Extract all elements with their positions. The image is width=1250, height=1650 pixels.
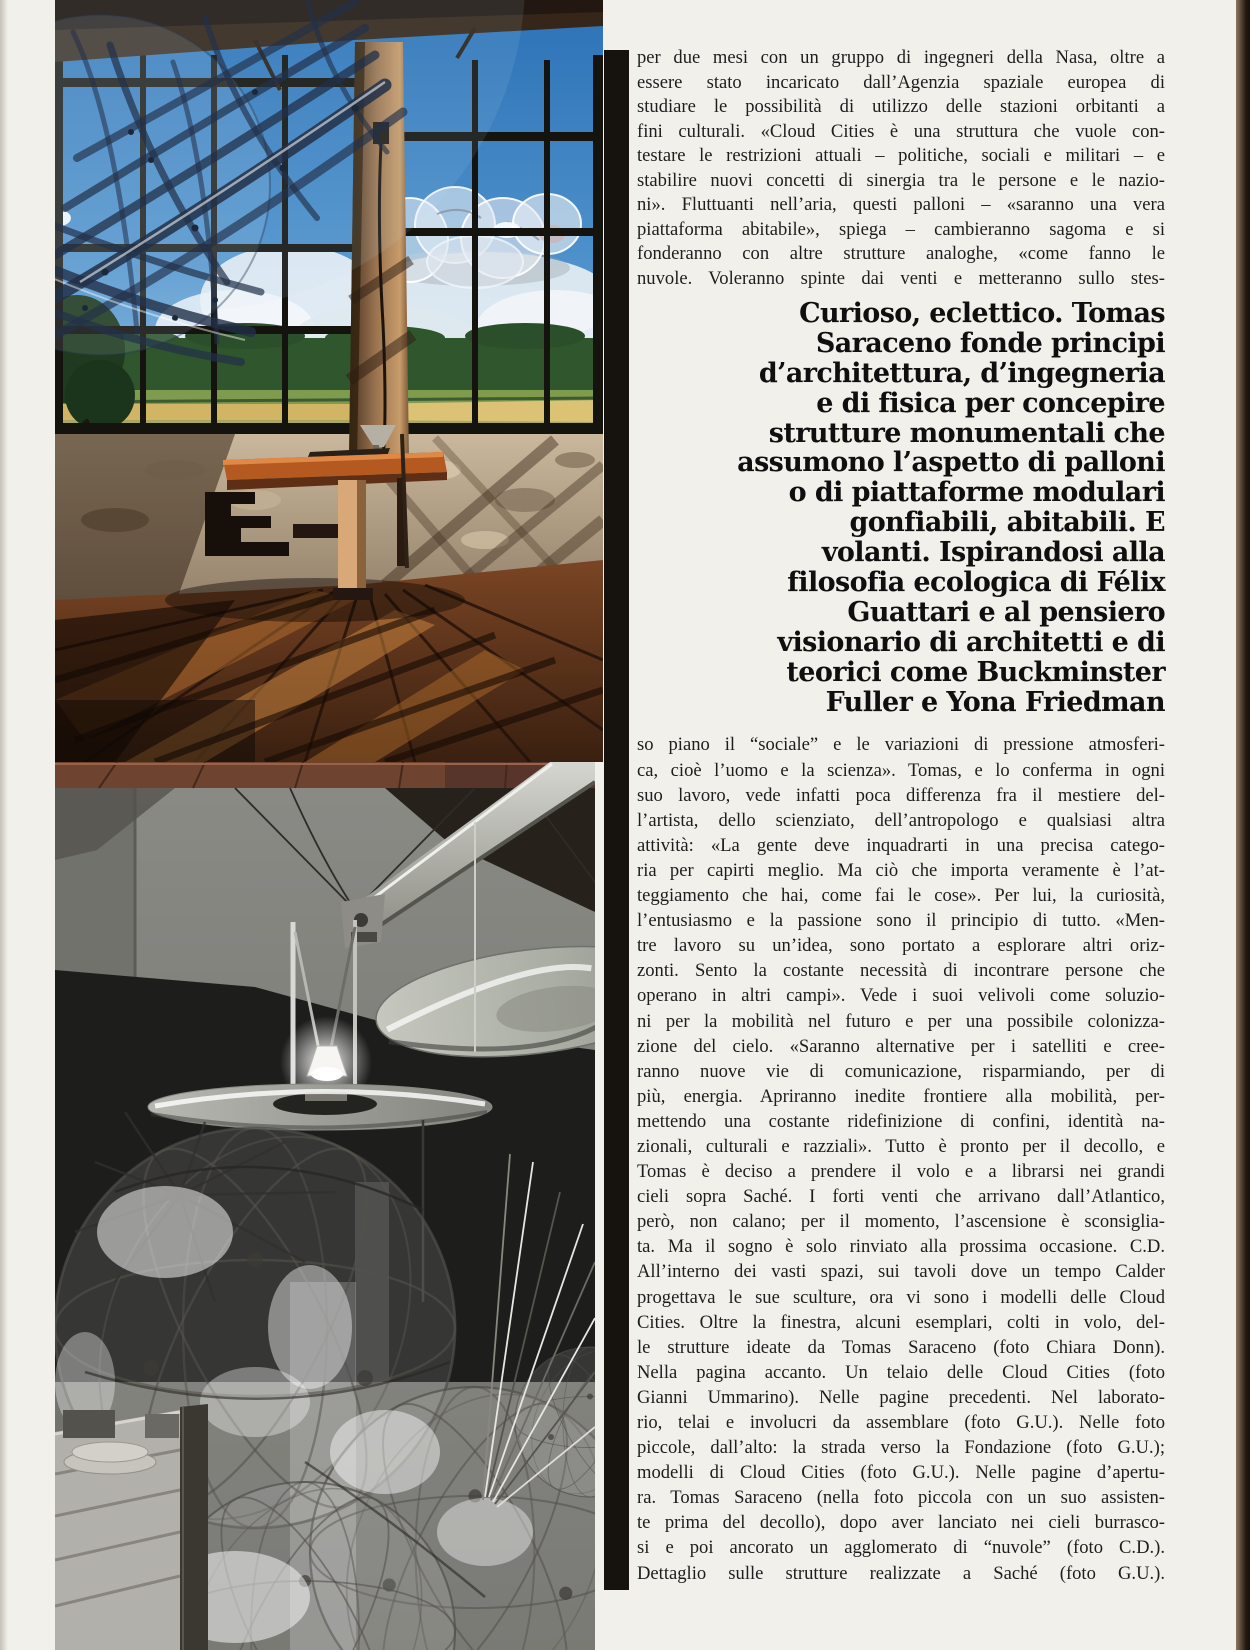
- text-line: operano in altri campi». Vede i suoi velivoli come soluzio-: [637, 985, 1165, 1007]
- spheres-lamp-photo-art: [55, 762, 595, 1650]
- page-right-scan-edge: [1236, 0, 1250, 1650]
- text-line: mettendo una costante ridefinizione di confini, identità na-: [637, 1110, 1165, 1132]
- text-line: testare le restrizioni attuali – politiche, sociali e militari – e: [637, 145, 1165, 166]
- text-line: teorici come Buckminster: [786, 656, 1165, 688]
- text-line: per due mesi con un gruppo di ingegneri della Nasa, oltre a: [637, 47, 1165, 68]
- text-line: Saraceno fonde principi: [815, 327, 1165, 359]
- text-line: zione del cielo. «Saranno alternative per i satelliti e cree-: [637, 1035, 1165, 1057]
- studio-window-photo: [55, 0, 603, 762]
- text-line: l’entusiasmo e la passione sono il principio di tutto. «Men-: [637, 910, 1165, 932]
- text-line: ca, cioè l’uomo e la scienza». Tomas, e lo conferma in ogni: [637, 759, 1165, 781]
- article-headline: [637, 299, 1165, 717]
- text-line: piattaforma abitabile», spiega – cambieranno sagoma e si: [637, 218, 1165, 240]
- wood-bench: [55, 1404, 208, 1650]
- page-left-scan-edge: [0, 0, 8, 1650]
- text-line: te prima del decollo), dopo aver lanciato nei cieli burrasco-: [637, 1512, 1165, 1534]
- text-line: Dettaglio sulle strutture realizzate a Saché (foto G.U.).: [637, 1562, 1165, 1584]
- text-line: All’interno dei vasti spazi, sui tavoli dove un tempo Calder: [637, 1261, 1165, 1283]
- text-line: fini culturali. «Cloud Cities è una struttura che vuole con-: [637, 120, 1165, 142]
- text-line: studiare le possibilità di utilizzo delle stazioni orbitanti a: [637, 96, 1165, 117]
- text-line: cieli sopra Saché. I forti venti che arrivano dall’Atlantico,: [637, 1186, 1165, 1208]
- text-line: Curioso, eclettico. Tomas: [799, 298, 1165, 329]
- text-line: visionario di architetti e di: [777, 626, 1165, 658]
- article-body: [637, 732, 1165, 1585]
- text-line: attività: «La gente deve inquadrarti in una precisa catego-: [637, 834, 1165, 856]
- text-line: Nella pagina accanto. Un telaio delle Cloud Cities (foto: [637, 1361, 1165, 1383]
- text-line: gonfiabili, abitabili. E: [849, 507, 1165, 539]
- studio-window-photo-art: [55, 0, 603, 762]
- text-line: volanti. Ispirandosi alla: [821, 537, 1165, 569]
- text-line: e di fisica per concepire: [816, 387, 1165, 419]
- text-line: zonti. Sento la costante necessità di incontrare persone che: [637, 960, 1165, 982]
- column-rule: [604, 50, 629, 1590]
- metal-disc: [148, 1084, 492, 1130]
- text-line: le strutture ideate da Tomas Saraceno (foto Chiara Donn).: [637, 1336, 1165, 1358]
- text-line: stabilire nuovi concetti di sinergia tra le persone e le nazio-: [637, 169, 1165, 191]
- text-line: ta. Ma il sogno è solo rinviato alla prossima occasione. C.D.: [637, 1236, 1165, 1258]
- text-line: ra. Tomas Saraceno (nella foto piccola con un suo assisten-: [637, 1487, 1165, 1509]
- text-line: essere stato incaricato dall’Agenzia spaziale europea di: [637, 71, 1165, 93]
- article-intro: [637, 46, 1165, 291]
- text-line: d’architettura, d’ingegneria: [758, 357, 1165, 389]
- text-line: Guattari e al pensiero: [847, 596, 1165, 628]
- text-line: ni per la mobilità nel futuro e per una possibile colonizza-: [637, 1010, 1165, 1032]
- text-line: piccole, dall’alto: la strada verso la Fondazione (foto G.U.);: [637, 1437, 1165, 1459]
- text-line: rio, telai e involucri da assemblare (foto G.U.). Nelle foto: [637, 1412, 1165, 1433]
- text-line: Fuller e Yona Friedman: [825, 686, 1165, 718]
- text-line: filosofia ecologica di Félix: [787, 567, 1165, 599]
- text-line: o di piattaforme modulari: [788, 477, 1165, 509]
- text-line: strutture monumentali che: [768, 417, 1165, 449]
- text-line: però, non calano; per il momento, l’ascensione è sconsiglia-: [637, 1211, 1165, 1233]
- text-line: Gianni Ummarino). Nelle pagine precedenti. Nel laborato-: [637, 1386, 1165, 1408]
- text-line: ni». Fluttuanti nell’aria, questi palloni – «saranno una vera: [637, 194, 1165, 215]
- text-line: si e poi ancorato un agglomerato di “nuvole” (foto C.D.).: [637, 1537, 1165, 1559]
- text-line: fonderanno con altre strutture analoghe, «come fanno le: [637, 243, 1165, 264]
- text-line: modelli di Cloud Cities (foto G.U.). Nelle pagine d’apertu-: [637, 1462, 1165, 1484]
- text-line: tre lavoro su un’idea, sono portato a esplorare altri oriz-: [637, 935, 1165, 957]
- spheres-lamp-photo: [55, 762, 595, 1650]
- text-line: ranno nuove vie di comunicazione, risparmiando, per di: [637, 1060, 1165, 1082]
- text-line: zionali, culturali e razziali». Tutto è pronto per il decollo, e: [637, 1135, 1165, 1157]
- text-line: Tomas è deciso a prendere il volo e a librarsi nei grandi: [637, 1161, 1165, 1183]
- article-column: [637, 46, 1165, 1586]
- text-line: nuvole. Voleranno spinte dai venti e metteranno sullo stes-: [637, 267, 1165, 289]
- text-line: ria per capirti meglio. Ma ciò che importa veramente è l’at-: [637, 859, 1165, 881]
- text-line: progettava le sue sculture, ora vi sono i modelli delle Cloud: [637, 1286, 1165, 1308]
- ceiling-wood-strip: [55, 762, 595, 788]
- text-line: teggiamento che hai, come fai le cose». Per lui, la curiosità,: [637, 885, 1165, 907]
- text-line: l’artista, dello scienziato, dell’antropologo e qualsiasi altra: [637, 809, 1165, 831]
- text-line: suo lavoro, vede infatti poca differenza fra il mestiere del-: [637, 784, 1165, 806]
- text-line: assumono l’aspetto di palloni: [737, 447, 1165, 479]
- text-line: più, energia. Apriranno inedite frontiere alla mobilità, per-: [637, 1085, 1165, 1107]
- text-line: Cities. Oltre la finestra, alcuni esemplari, colti in volo, del-: [637, 1311, 1165, 1333]
- text-line: so piano il “sociale” e le variazioni di pressione atmosferi-: [637, 734, 1165, 756]
